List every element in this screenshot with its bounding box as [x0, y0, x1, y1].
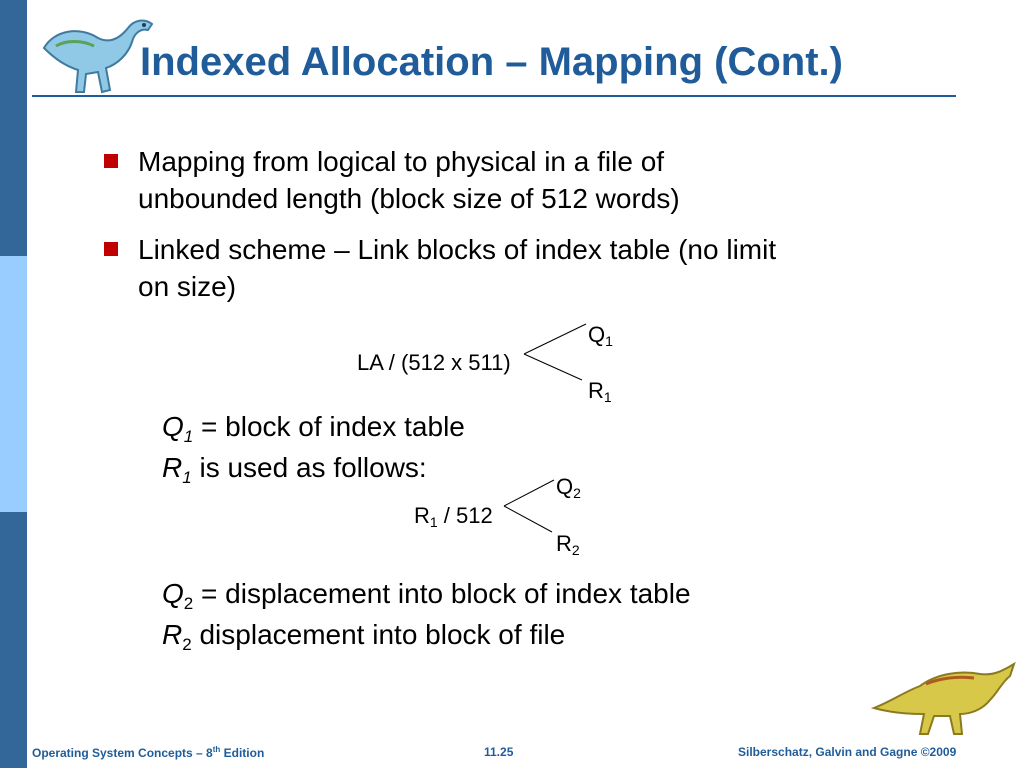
bullet-2-line-2: on size): [138, 271, 237, 302]
eq1-dividend: LA / (512 x 511): [357, 350, 511, 375]
bullet-marker: [104, 154, 118, 168]
title-underline: [32, 95, 956, 97]
q2-definition: $Q_2$ = displacement into block of index table: [162, 578, 691, 613]
r1-definition: $R_1$ is used as follows:: [162, 452, 427, 487]
bullet-text-1: [138, 143, 938, 217]
sidebar-band-top: [0, 0, 27, 256]
division-branch-1: [520, 320, 590, 386]
bullet-2-line-1: Linked scheme – Link blocks of index table (no limit: [138, 234, 777, 265]
eq1-quotient: $Q_1$: [588, 322, 613, 349]
eq2-quotient: $Q_2$: [556, 474, 581, 501]
bullet-1-line-1: Mapping from logical to physical in a file of: [138, 146, 665, 177]
division-branch-2: [500, 476, 560, 536]
sidebar-band-bottom: [0, 512, 27, 768]
eq2-dividend: $R_1 / 512$: [414, 503, 493, 530]
dinosaur-illustration-icon: [870, 662, 1020, 738]
bullet-1-line-2: unbounded length (block size of 512 words): [138, 183, 680, 214]
r2-definition: $R_2$ displacement into block of file: [162, 619, 566, 654]
eq2-remainder: $R_2$: [556, 531, 580, 558]
bullet-marker: [104, 242, 118, 256]
sidebar-band-middle: [0, 256, 27, 512]
q1-definition: $Q_1$ = block of index table: [162, 411, 465, 446]
footer-book-title: Operating System Concepts – 8th Edition: [32, 745, 265, 760]
eq1-remainder: $R_1$: [588, 378, 612, 405]
footer-authors: Silberschatz, Galvin and Gagne ©2009: [738, 745, 957, 759]
slide-title: Indexed Allocation – Mapping (Cont.): [140, 40, 843, 84]
bullet-text-2: [138, 231, 938, 305]
footer-page-number: 11.25: [484, 745, 514, 759]
